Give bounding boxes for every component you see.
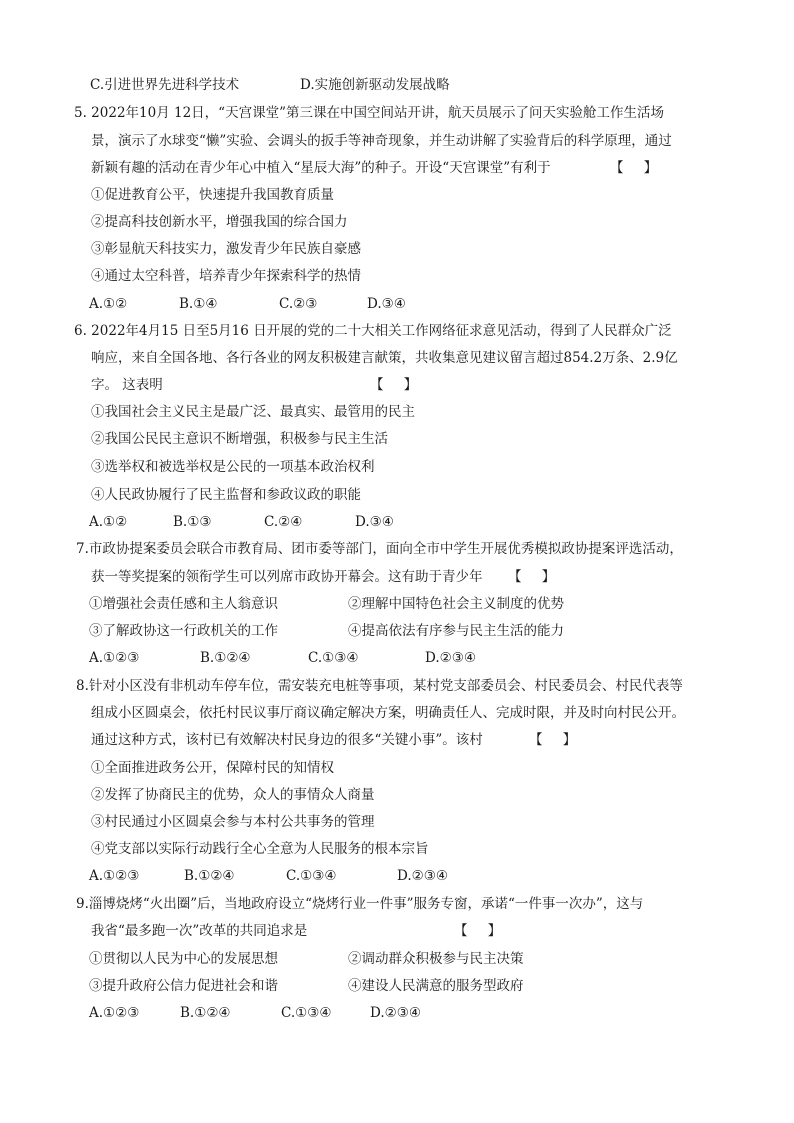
q9-answer-bracket: 【 】 xyxy=(454,923,510,939)
q8-item-4: ④党支部以实际行动践行全心全意为人民服务的根本宗旨 xyxy=(91,841,429,857)
q9-item-1: ①贯彻以人民为中心的发展思想 xyxy=(89,951,278,967)
q9-choice-d: D.②③④ xyxy=(370,1005,421,1021)
q8-choice-d: D.②③④ xyxy=(397,868,448,884)
q5-choice-c: C.②③ xyxy=(279,296,318,312)
q6-stem-line3: 字。 这表明 xyxy=(91,377,163,393)
q6-item-4: ④人民政协履行了民主监督和参政议政的职能 xyxy=(91,487,361,503)
q9-stem-line1: 9.淄博烧烤“火出圈”后，当地政府设立“烧烤行业一件事”服务专窗，承诺“一件事一次办”，这与 xyxy=(76,896,644,912)
q6-choice-d: D.③④ xyxy=(355,514,394,530)
q4-option-c: C.引进世界先进科学技术 xyxy=(90,77,240,93)
q7-choice-b: B.①②④ xyxy=(200,650,251,666)
q6-item-1: ①我国社会主义民主是最广泛、最真实、最管用的民主 xyxy=(91,404,415,420)
q7-stem-line1: 7.市政协提案委员会联合市教育局、团市委等部门，面向全市中学生开展优秀模拟政协提案评选活动， xyxy=(76,541,683,557)
q9-stem-line2: 我省“最多跑一次”改革的共同追求是 xyxy=(91,923,308,939)
q8-item-2: ②发挥了协商民主的优势，众人的事情众人商量 xyxy=(91,787,375,803)
q8-choice-b: B.①②④ xyxy=(184,868,235,884)
q6-choice-c: C.②④ xyxy=(264,514,303,530)
q6-choice-b: B.①③ xyxy=(173,514,212,530)
q8-stem-line3: 通过这种方式，该村已有效解决村民身边的很多“关键小事”。该村 xyxy=(91,732,483,748)
q6-stem-line2: 响应，来自全国各地、各行各业的网友积极建言献策，共收集意见建议留言超过854.2万条、2.9亿 xyxy=(91,350,678,366)
q7-item-3: ③了解政协这一行政机关的工作 xyxy=(89,623,278,639)
q9-item-3: ③提升政府公信力促进社会和谐 xyxy=(89,978,278,994)
q6-answer-bracket: 【 】 xyxy=(370,377,426,393)
q8-answer-bracket: 【 】 xyxy=(529,732,585,748)
q5-item-2: ②提高科技创新水平，增强我国的综合国力 xyxy=(91,214,348,230)
q6-item-3: ③选举权和被选举权是公民的一项基本政治权利 xyxy=(91,459,375,475)
q7-choice-d: D.②③④ xyxy=(425,650,476,666)
q8-stem-line1: 8.针对小区没有非机动车停车位，需安装充电桩等事项，某村党支部委员会、村民委员会、村民代表等 xyxy=(76,678,683,694)
q5-stem-line2: 景，演示了水球变“懒”实验、会调头的扳手等神奇现象，并生动讲解了实验背后的科学原理，通过 xyxy=(91,133,672,149)
q8-item-1: ①全面推进政务公开，保障村民的知情权 xyxy=(91,760,334,776)
q7-item-2: ②理解中国特色社会主义制度的优势 xyxy=(348,596,564,612)
q8-item-3: ③村民通过小区圆桌会参与本村公共事务的管理 xyxy=(91,814,375,830)
q5-stem-line3: 新颖有趣的活动在青少年心中植入“星辰大海”的种子。开设“天宫课堂”有利于 xyxy=(91,160,551,176)
q5-answer-bracket: 【 】 xyxy=(610,160,666,176)
q7-stem-line2: 获一等奖提案的领衔学生可以列席市政协开幕会。这有助于青少年 xyxy=(91,569,483,585)
q8-choice-a: A.①②③ xyxy=(89,868,140,884)
q6-item-2: ②我国公民民主意识不断增强，积极参与民主生活 xyxy=(91,431,388,447)
q7-item-4: ④提高依法有序参与民主生活的能力 xyxy=(348,623,564,639)
q6-stem-line1: 6. 2022年4月15 日至5月16 日开展的党的二十大相关工作网络征求意见活动，得到了人民群众广泛 xyxy=(74,323,672,339)
q9-choice-a: A.①②③ xyxy=(89,1005,140,1021)
q7-choice-c: C.①③④ xyxy=(308,650,359,666)
q5-choice-d: D.③④ xyxy=(367,296,406,312)
q9-item-4: ④建设人民满意的服务型政府 xyxy=(348,978,524,994)
q7-answer-bracket: 【 】 xyxy=(508,569,564,585)
q7-choice-a: A.①②③ xyxy=(89,650,140,666)
q5-item-1: ①促进教育公平，快速提升我国教育质量 xyxy=(91,187,334,203)
q9-choice-c: C.①③④ xyxy=(281,1005,332,1021)
q5-choice-b: B.①④ xyxy=(179,296,218,312)
q6-choice-a: A.①② xyxy=(89,514,128,530)
q9-item-2: ②调动群众积极参与民主决策 xyxy=(348,951,524,967)
q9-choice-b: B.①②④ xyxy=(180,1005,231,1021)
q8-choice-c: C.①③④ xyxy=(286,868,337,884)
q7-item-1: ①增强社会责任感和主人翁意识 xyxy=(89,596,278,612)
q8-stem-line2: 组成小区圆桌会，依托村民议事厅商议确定解决方案，明确责任人、完成时限，并及时向村民公开。 xyxy=(91,705,685,721)
q5-choice-a: A.①② xyxy=(89,296,128,312)
q5-stem-line1: 5. 2022年10月 12日，“天宫课堂”第三课在中国空间站开讲，航天员展示了问天实验舱工作生活场 xyxy=(74,105,664,121)
q4-option-d: D.实施创新驱动发展战略 xyxy=(300,77,450,93)
q5-item-3: ③彰显航天科技实力，激发青少年民族自豪感 xyxy=(91,241,361,257)
q5-item-4: ④通过太空科普，培养青少年探索科学的热情 xyxy=(91,268,361,284)
